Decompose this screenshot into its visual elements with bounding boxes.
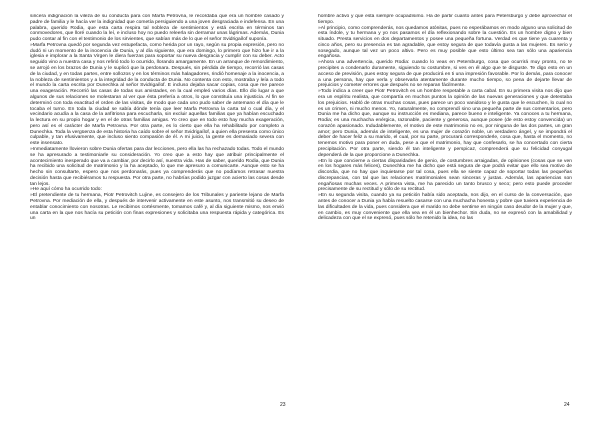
- paragraph: sincera indignación la vileza de su conducta para con Marfa Petrovna, le recordaba que era un hombre casado y padre de familia y le hacía ver la indignidad que cometía persiguiendo a una joven desgraciada e indefensa. En una palabra, querido Rodia, que esta carta respira tal nobleza de sentimientos y está escrita en términos tan conmovedores, que lloré cuando la leí, e incluso hoy no puedo releerla sin derramar unas lágrimas. Además, Dunia pudo contar al fin con el testimonio de los sirvientes, que sabían más de lo que el señor Svidrigaílof suponía.: [30, 14, 284, 43]
- paragraph: hombre activo y que está siempre ocupadísimo. Ha de partir cuanto antes para Petersburgo y debe aprovechar el tiempo.: [318, 14, 572, 25]
- paragraph: »En su segunda visita, cuando ya su petición había sido aceptada, nos dijo, en el curso de la conversación, que antes de conocer a Dunia ya había resuelto casarse con una muchacha honesta y pobre que tuviera experiencia de las dificultades de la vida, pues considera que el marido no debe sentirse en ningún caso deudor de la mujer y que, en cambio, es muy conveniente que ella vea en él un bienhechor. Sin duda, no se expresó con la amabilidad y delicadeza con que el se expresó, pues sólo he retenido la idea, no las: [318, 193, 572, 222]
- paragraph: »Ahora una advertencia, querido Rodia: cuando lo veas en Petersburgo, cosa que ocurrirá muy pronto, no te precipites a condenarlo duramente, siguiendo tu costumbre, si ves en él algo que te disguste. Te digo esto en un acceso de previsión, pues estoy segura de que producirá en ti una impresión favorable. Por lo demás, para conocer a una persona, hay que verla y observarla atentamente durante mucho tiempo, so pena de dejarte llevar de prejuicios y cometer errores que después no se reparan fácilmente.: [318, 60, 572, 89]
- paragraph: »En lo que concierne a ciertas disparidades de genio, de costumbres arraigadas, de opiniones (cosas que se ven en los hogares más felices), Dunechka me ha dicho que está segura de que podrá evitar que ello sea motivo de discordia, que no hay que inquietarse por tal cosa, pues ella se siente capaz de soportar todas las pequeñas discrepancias, con tal que las relaciones matrimoniales sean sinceras y justas. Además, las apariencias son engañosas muchas veces. A primera vista, me ha parecido un tanto brusco y seco; pero esto puede proceder precisamente de su rectitud y sólo de su rectitud.: [318, 158, 572, 193]
- paragraph: »Al principio, como comprenderás, nos quedamos atónitas, pues no esperábamos en modo alguno una solicitud de esta índole, y tu hermana y yo nos pasamos el día reflexionando sobre la cuestión. Es un hombre digno y bien situado. Presta servicios en dos departamentos y posee una pequeña fortuna. Verdad es que tiene ya cuarenta y cinco años, pero su presencia es tan agradable, que estoy segura de que todavía gusta a las mujeres. Es serio y sosegado, aunque tal vez un poco altivo. Pero es muy posible que esto último sea tan sólo una apariencia engañosa.: [318, 25, 572, 60]
- page-number: 23: [280, 402, 286, 408]
- paragraph: »Inmediatamente llovieron sobre Dunia ofertas para dar lecciones, pero ella las ha rechazado todas. Todo el mundo se ha apresurado a testimoniarle su consideración. Yo creo que a esto hay que atribuir principalmente el acontecimiento inesperado que va a cambiar, por decirlo así, nuestra vida. Has de saber, querido Rodia, que Dunia ha recibido una solicitud de matrimonio y la ha aceptado, lo que me apresuro a comunicarte. Aunque esto se ha hecho sin consultarte, espero que nos perdonarás, pues ya comprenderás que no podíamos retrasar nuestra decisión hasta que recibiéramos tu respuesta. Por otra parte, no habrías podido juzgar con acierto las cosas desde tan lejos.: [30, 146, 284, 187]
- page-text: [30, 14, 284, 398]
- paragraph: »Marfa Petrovna quedó por segunda vez estupefacta, como herida por un rayo, según su propia expresión, pero no dudó ni un momento de la inocencia de Dunia, y al día siguiente, que era domingo, lo primero que hizo fue ir a la iglesia e implorar a la Santa Virgen le diera fuerzas para soportar su nueva desgracia y cumplir con su deber. Acto seguido vino a nuestra casa y nos refirió todo lo ocurrido, llorando amargamente. En un arranque de remordimiento, se arrojó en los brazos de Dunia y le suplicó que la perdonara. Después, sin pérdida de tiempo, recorrió las casas de la ciudad, y en todas partes, entre sollozos y en los términos más halagadores, rindió homenaje a la inocencia, a la nobleza de sentimientos y a la integridad de la conducta de Dunia. No contenta con esto, mostraba y leía a todo el mundo la carta escrita por Dunechka al señor Svidrigaílof. E incluso dejaba sacar copias, cosa que me parece una exageración. Recorrió las casas de todas sus amistades, en la cual empleó varios días. Ello dio lugar a que algunos de sus relaciones se molestaran al ver que ésta prefería a otros, lo que constituía una injusticia. Al fin se determinó con toda exactitud el orden de las visitas, de modo que cada uno pudo saber de antemano el día que le tocaba el turno. En toda la ciudad se sabía dónde tenía que leer Marfa Petrovna la carta tal o cual día, y el vecindario acudía a la casa de la anfitriona para escucharla, sin excluir aquellas familias que ya habían escuchado la lectura en su propio hogar y en el de otras familias amigas. Yo creo que en todo esto hay mucha exageración, pero así es el carácter de Marfa Petrovna. Por otra parte, es lo cierto que ella ha rehabilitado por completo a Dunechka. Toda la vergüenza de esta historia ha caído sobre el señor Svidrigaílof, a quien ella presenta como único culpable, y tan efusivamente, que incluso siento compasión de él. A mi juicio, la gente es demasiado severa con este insensato.: [30, 42, 284, 147]
- paragraph: »Todo indica a creer que Piotr Petrovitch es un hombre respetable a carta cabal. En su primera visita nos dijo que era un espíritu realista, que compartía en muchos puntos la opinión de las nuevas generaciones y que detestaba los prejuicios. Habló de otras muchas cosas, pues parece un poco vanidoso y le gusta que le escuchen, lo cual no es un crimen, ni mucho menos. Yo, naturalmente, no comprendí sino una pequeña parte de sus comentarios, pero Dunia me ha dicho que, aunque su instrucción es mediana, parece bueno e inteligente. Ya conoces a tu hermana, Rodia; es una muchacha enérgica, razonable, paciente y generosa, aunque posee (de esto estoy convencida) un corazón apasionado. Indudablemente, el motivo de este matrimonio no es, por ninguna de las dos partes, un gran amor; pero Dunia, además de inteligente, es una mujer de corazón noble, un verdadero ángel, y se impondrá el deber de hacer feliz a su marido, el cual, por su parte, procurará corresponderle, cosa que, hasta el momento, no tenemos motivo para poner en duda, pese a que el matrimonio, hay que confesarlo, se ha concertado con cierta precipitación. Por otra parte, siendo él tan inteligente y perspicaz, comprenderá que su felicidad conyugal dependerá de la que proporcione a Dunechka.: [318, 89, 572, 158]
- right-page: [300, 0, 600, 424]
- paragraph: »El pretendiente de tu hermana, Piotr Petrovitch Lujine, es consejero de los Tribunales y pariente lejano de Marfa Petrovna. Por mediación de ella, y después de intervenir activamente en este asunto, nos transmitió su deseo de entablar conocimiento con nosotras. Le recibimos cortésmente, tomamos café y, al día siguiente mismo, nos envió una carta en la que nos hacía su petición con finas expresiones y solicitaba una respuesta rápida y categórica. Es un: [30, 193, 284, 222]
- page-text: [318, 14, 572, 398]
- paragraph: »He aquí cómo ha ocurrido todo:: [30, 187, 102, 193]
- page-number: 24: [564, 402, 570, 408]
